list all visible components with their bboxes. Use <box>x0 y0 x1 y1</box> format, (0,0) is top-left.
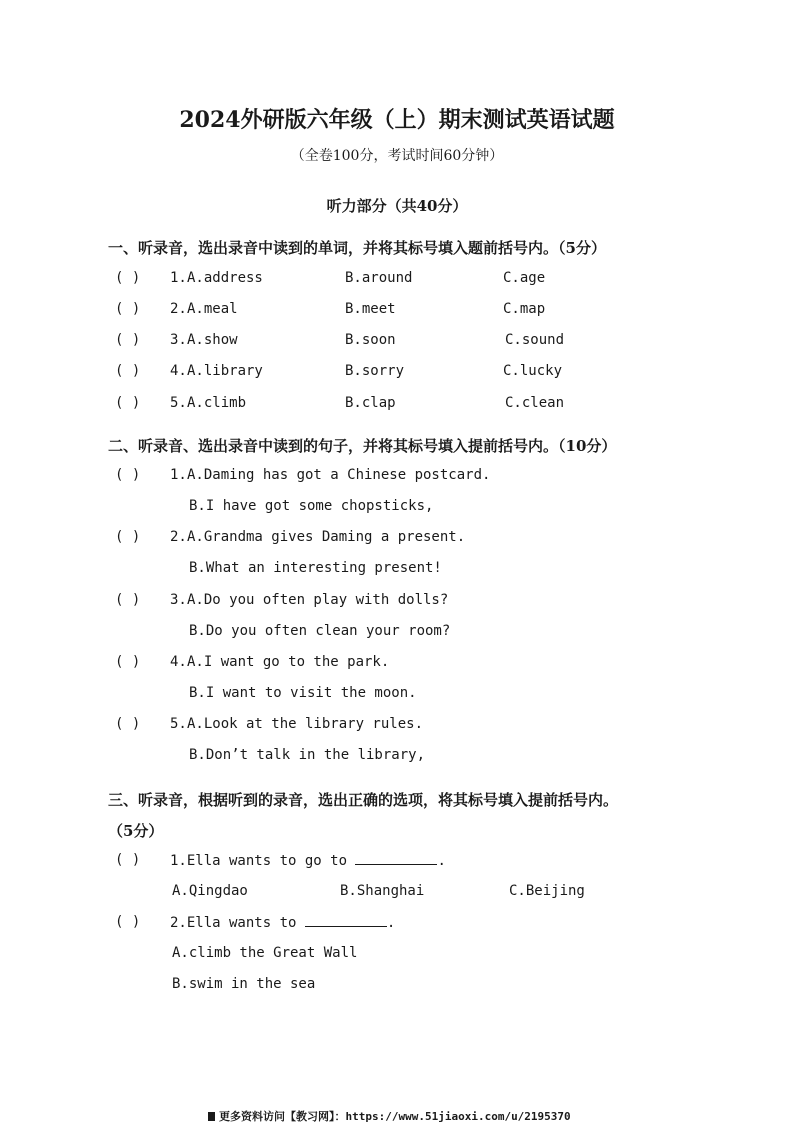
answer-bracket[interactable]: ( ) <box>115 914 141 930</box>
answer-bracket[interactable]: ( ) <box>115 363 141 379</box>
option-a: A.Look at the library rules. <box>187 716 424 732</box>
question-number: 2. <box>170 301 187 317</box>
fill-blank[interactable] <box>305 914 387 927</box>
question-text <box>170 914 395 931</box>
option-a: A.address <box>187 270 263 286</box>
answer-bracket[interactable]: ( ) <box>115 301 141 317</box>
question-number: 5. <box>170 395 187 411</box>
sentence-end: . <box>386 915 396 931</box>
question-number: 4. <box>170 363 187 379</box>
option-a: A.show <box>187 332 238 348</box>
option-b: B.Do you often clean your room? <box>189 623 451 639</box>
question-text <box>170 852 446 869</box>
footer-link[interactable]: 更多资料访问【教习网】：https://www.51jiaoxi.com/u/2195370 <box>219 1110 571 1123</box>
option-b: B.swim in the sea <box>172 976 316 992</box>
section3-heading: 三、听录音，根据听到的录音，选出正确的选项，将其标号填入提前括号内。 <box>108 791 619 809</box>
option-c: C.Beijing <box>509 883 585 899</box>
option-c: C.sound <box>505 332 565 348</box>
option-b: B.around <box>345 270 413 286</box>
option-a: A.meal <box>187 301 238 317</box>
answer-bracket[interactable]: ( ) <box>115 716 141 732</box>
footer <box>208 1108 571 1124</box>
answer-bracket[interactable]: ( ) <box>115 395 141 411</box>
option-c: C.clean <box>505 395 565 411</box>
option-a: A.climb <box>187 395 247 411</box>
question-number: 1. <box>170 270 187 286</box>
option-a: A.climb the Great Wall <box>172 945 358 961</box>
question-stem: 2.Ella wants to <box>170 915 297 931</box>
question-number: 1. <box>170 467 187 483</box>
part-title: 听力部分（共40分） <box>326 197 468 215</box>
option-b: B.Shanghai <box>340 883 425 899</box>
option-b: B.Don’t talk in the library, <box>189 747 426 763</box>
option-b: B.soon <box>345 332 396 348</box>
question-stem: 1.Ella wants to go to <box>170 853 348 869</box>
answer-bracket[interactable]: ( ) <box>115 332 141 348</box>
option-b: B.I want to visit the moon. <box>189 685 417 701</box>
option-a: A.I want go to the park. <box>187 654 390 670</box>
answer-bracket[interactable]: ( ) <box>115 529 141 545</box>
option-a: A.Qingdao <box>172 883 248 899</box>
section1-heading: 一、听录音，选出录音中读到的单词，并将其标号填入题前括号内。（5分） <box>108 239 606 257</box>
option-a: A.Do you often play with dolls? <box>187 592 449 608</box>
fill-blank[interactable] <box>355 852 437 865</box>
question-number: 2. <box>170 529 187 545</box>
answer-bracket[interactable]: ( ) <box>115 467 141 483</box>
question-number: 3. <box>170 332 187 348</box>
option-b: B.clap <box>345 395 396 411</box>
option-a: A.library <box>187 363 263 379</box>
option-b: B.I have got some chopsticks, <box>189 498 434 514</box>
option-a: A.Daming has got a Chinese postcard. <box>187 467 491 483</box>
sentence-end: . <box>437 853 446 869</box>
option-b: B.sorry <box>345 363 405 379</box>
option-b: B.What an interesting present! <box>189 560 442 576</box>
option-b: B.meet <box>345 301 396 317</box>
option-a: A.Grandma gives Daming a present. <box>187 529 466 545</box>
answer-bracket[interactable]: ( ) <box>115 852 141 868</box>
page-title: 2024外研版六年级（上）期末测试英语试题 <box>179 107 615 133</box>
option-c: C.map <box>503 301 546 317</box>
exam-info: （全卷100分，考试时间60分钟） <box>290 148 504 164</box>
option-c: C.age <box>503 270 546 286</box>
question-number: 5. <box>170 716 187 732</box>
section3-score: （5分） <box>108 822 164 840</box>
answer-bracket[interactable]: ( ) <box>115 654 141 670</box>
answer-bracket[interactable]: ( ) <box>115 592 141 608</box>
answer-bracket[interactable]: ( ) <box>115 270 141 286</box>
section2-heading: 二、听录音、选出录音中读到的句子，并将其标号填入提前括号内。（10分） <box>108 437 617 455</box>
flag-icon <box>208 1112 215 1121</box>
question-number: 3. <box>170 592 187 608</box>
option-c: C.lucky <box>503 363 563 379</box>
question-number: 4. <box>170 654 187 670</box>
